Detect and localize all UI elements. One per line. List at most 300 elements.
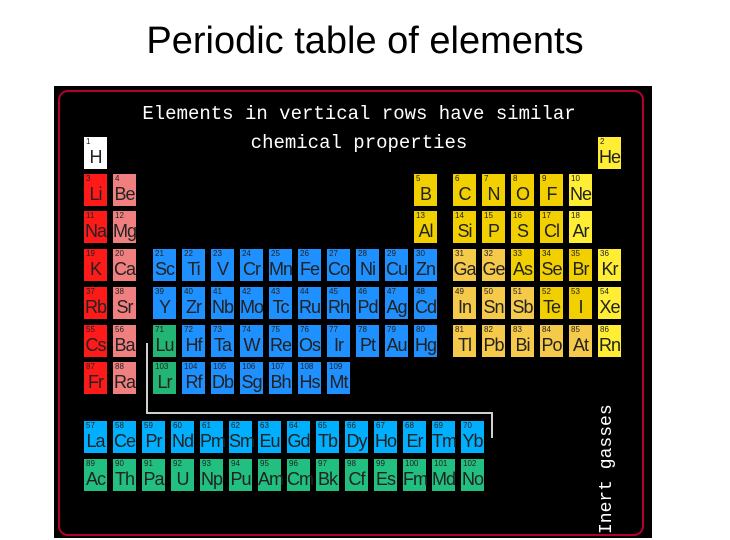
- element-cell-hf: [182, 325, 205, 357]
- element-symbol: Ba: [114, 335, 135, 355]
- element-cell-nd: [171, 421, 194, 453]
- element-cell-pt: [356, 325, 379, 357]
- atomic-number: 37: [86, 287, 95, 296]
- atomic-number: 32: [484, 249, 493, 258]
- element-symbol: S: [516, 221, 528, 241]
- element-symbol: Ne: [569, 184, 591, 204]
- element-symbol: La: [86, 431, 105, 451]
- element-symbol: F: [546, 184, 557, 204]
- element-symbol: In: [457, 297, 471, 317]
- element-symbol: Au: [386, 335, 407, 355]
- element-symbol: Er: [406, 431, 423, 451]
- atomic-number: 28: [358, 249, 367, 258]
- element-symbol: Cm: [287, 469, 313, 489]
- atomic-number: 18: [571, 211, 580, 220]
- element-symbol: Li: [89, 184, 102, 204]
- element-cell-ne: [569, 174, 592, 206]
- element-cell-ti: [182, 249, 205, 281]
- element-cell-fm: [403, 459, 426, 491]
- element-symbol: Ag: [386, 297, 407, 317]
- element-symbol: Se: [541, 259, 562, 279]
- element-cell-sb: [511, 287, 534, 319]
- atomic-number: 11: [86, 211, 95, 220]
- atomic-number: 90: [115, 459, 124, 468]
- element-cell-ga: [453, 249, 476, 281]
- element-cell-po: [540, 325, 563, 357]
- element-symbol: Br: [572, 259, 589, 279]
- inert-gasses-label: Inert gasses: [597, 404, 617, 534]
- atomic-number: 36: [600, 249, 609, 258]
- atomic-number: 66: [347, 421, 356, 430]
- element-cell-se: [540, 249, 563, 281]
- element-symbol: Nd: [171, 431, 193, 451]
- element-cell-cm: [287, 459, 313, 491]
- atomic-number: 104: [184, 362, 198, 371]
- element-symbol: Mt: [329, 372, 348, 392]
- element-symbol: As: [512, 259, 532, 279]
- atomic-number: 2: [600, 137, 605, 146]
- atomic-number: 61: [202, 421, 211, 430]
- element-cell-am: [258, 459, 281, 491]
- element-symbol: Es: [375, 469, 395, 489]
- atomic-number: 55: [86, 325, 95, 334]
- element-symbol: Pa: [143, 469, 164, 489]
- element-symbol: Bi: [515, 335, 530, 355]
- element-symbol: Tl: [458, 335, 471, 355]
- atomic-number: 24: [242, 249, 251, 258]
- atomic-number: 31: [455, 249, 464, 258]
- element-symbol: Xe: [599, 297, 620, 317]
- atomic-number: 67: [376, 421, 385, 430]
- element-symbol: Rb: [84, 297, 106, 317]
- element-symbol: Cf: [348, 469, 365, 489]
- element-cell-zn: [414, 249, 437, 281]
- atomic-number: 40: [184, 287, 193, 296]
- element-symbol: Bh: [270, 372, 291, 392]
- element-cell-rb: [84, 287, 107, 319]
- element-symbol: Ge: [482, 259, 505, 279]
- atomic-number: 62: [231, 421, 240, 430]
- element-symbol: Tm: [432, 431, 456, 451]
- slide-title: Periodic table of elements: [146, 20, 584, 62]
- element-cell-pm: [200, 421, 223, 453]
- atomic-number: 103: [155, 362, 169, 371]
- element-symbol: Ho: [374, 431, 396, 451]
- element-cell-v: [211, 249, 234, 281]
- element-cell-i: [569, 287, 592, 319]
- element-symbol: Eu: [259, 431, 280, 451]
- atomic-number: 100: [405, 459, 419, 468]
- element-symbol: Cu: [385, 259, 407, 279]
- element-symbol: Cl: [544, 221, 559, 241]
- element-symbol: Na: [84, 221, 106, 241]
- element-symbol: Si: [457, 221, 472, 241]
- element-cell-cl: [540, 211, 563, 243]
- element-cell-th: [113, 459, 136, 491]
- atomic-number: 83: [513, 325, 522, 334]
- element-symbol: Pt: [359, 335, 375, 355]
- element-cell-bi: [511, 325, 534, 357]
- element-symbol: Kr: [601, 259, 618, 279]
- element-cell-in: [453, 287, 476, 319]
- atomic-number: 52: [542, 287, 551, 296]
- element-cell-cf: [345, 459, 368, 491]
- element-symbol: Cs: [85, 335, 106, 355]
- element-cell-s: [511, 211, 534, 243]
- element-cell-re: [269, 325, 292, 357]
- atomic-number: 63: [260, 421, 269, 430]
- element-symbol: Sn: [483, 297, 504, 317]
- atomic-number: 105: [213, 362, 227, 371]
- element-cell-n: [482, 174, 505, 206]
- element-symbol: H: [89, 147, 102, 167]
- element-cell-cr: [240, 249, 263, 281]
- element-cell-ca: [113, 249, 136, 281]
- atomic-number: 86: [600, 325, 609, 334]
- atomic-number: 27: [329, 249, 338, 258]
- element-cell-np: [200, 459, 223, 491]
- atomic-number: 98: [347, 459, 356, 468]
- element-symbol: Tc: [272, 297, 289, 317]
- element-symbol: Tb: [317, 431, 337, 451]
- atomic-number: 10: [571, 174, 580, 183]
- element-symbol: Co: [327, 259, 349, 279]
- element-cell-cs: [84, 325, 107, 357]
- atomic-number: 57: [86, 421, 95, 430]
- element-symbol: Yb: [462, 431, 483, 451]
- element-cell-si: [453, 211, 476, 243]
- atomic-number: 39: [155, 287, 164, 296]
- element-symbol: P: [487, 221, 499, 241]
- element-symbol: Sb: [512, 297, 533, 317]
- atomic-number: 94: [231, 459, 240, 468]
- atomic-number: 9: [542, 174, 547, 183]
- element-symbol: Ra: [113, 372, 135, 392]
- element-symbol: Fr: [88, 372, 103, 392]
- element-cell-lr: [153, 362, 176, 394]
- element-symbol: He: [598, 147, 620, 167]
- element-cell-ir: [327, 325, 350, 357]
- element-symbol: Ga: [453, 259, 476, 279]
- atomic-number: 109: [329, 362, 343, 371]
- element-symbol: Ar: [572, 221, 589, 241]
- atomic-number: 97: [318, 459, 327, 468]
- element-cell-no: [461, 459, 484, 491]
- element-cell-nb: [211, 287, 234, 319]
- element-cell-eu: [258, 421, 281, 453]
- element-cell-cu: [385, 249, 408, 281]
- atomic-number: 106: [242, 362, 256, 371]
- element-cell-sr: [113, 287, 136, 319]
- atomic-number: 88: [115, 362, 124, 371]
- element-cell-sc: [153, 249, 176, 281]
- atomic-number: 80: [416, 325, 425, 334]
- element-symbol: Nb: [211, 297, 233, 317]
- element-symbol: Gd: [287, 431, 310, 451]
- element-cell-rn: [598, 325, 621, 357]
- atomic-number: 25: [271, 249, 280, 258]
- atomic-number: 54: [600, 287, 609, 296]
- element-cell-lu: [153, 325, 176, 357]
- atomic-number: 60: [173, 421, 182, 430]
- atomic-number: 16: [513, 211, 522, 220]
- element-symbol: Rn: [598, 335, 620, 355]
- element-symbol: Pr: [145, 431, 162, 451]
- atomic-number: 8: [513, 174, 518, 183]
- atomic-number: 56: [115, 325, 124, 334]
- atomic-number: 70: [463, 421, 472, 430]
- atomic-number: 71: [155, 325, 164, 334]
- atomic-number: 77: [329, 325, 338, 334]
- element-symbol: B: [419, 184, 431, 204]
- atomic-number: 45: [329, 287, 338, 296]
- element-cell-ag: [385, 287, 408, 319]
- element-cell-gd: [287, 421, 310, 453]
- subtitle: [64, 100, 654, 158]
- element-cell-p: [482, 211, 505, 243]
- element-cell-rh: [327, 287, 350, 319]
- element-symbol: Al: [418, 221, 433, 241]
- atomic-number: 107: [271, 362, 285, 371]
- atomic-number: 26: [300, 249, 309, 258]
- element-cell-w: [240, 325, 263, 357]
- subtitle-line-2: chemical properties: [250, 132, 468, 154]
- atomic-number: 82: [484, 325, 493, 334]
- atomic-number: 79: [387, 325, 396, 334]
- element-symbol: At: [572, 335, 588, 355]
- subtitle-line-1: Elements in vertical rows have similar: [142, 103, 576, 125]
- element-symbol: Am: [258, 469, 283, 489]
- atomic-number: 92: [173, 459, 182, 468]
- element-cell-u: [171, 459, 194, 491]
- element-symbol: Ti: [187, 259, 200, 279]
- element-symbol: Y: [158, 297, 170, 317]
- element-symbol: Cr: [243, 259, 260, 279]
- element-cell-kr: [598, 249, 621, 281]
- atomic-number: 76: [300, 325, 309, 334]
- element-symbol: Po: [541, 335, 562, 355]
- element-cell-mt: [327, 362, 350, 394]
- element-cell-at: [569, 325, 592, 357]
- atomic-number: 89: [86, 459, 95, 468]
- element-symbol: Bk: [317, 469, 337, 489]
- element-symbol: Hs: [299, 372, 320, 392]
- element-cell-te: [540, 287, 563, 319]
- atomic-number: 101: [434, 459, 448, 468]
- atomic-number: 65: [318, 421, 327, 430]
- element-symbol: Ru: [298, 297, 320, 317]
- element-symbol: O: [515, 184, 529, 204]
- element-symbol: Re: [269, 335, 291, 355]
- element-cell-co: [327, 249, 350, 281]
- atomic-number: 59: [144, 421, 153, 430]
- element-cell-sn: [482, 287, 505, 319]
- atomic-number: 84: [542, 325, 551, 334]
- element-symbol: Dy: [346, 431, 367, 451]
- element-cell-sm: [229, 421, 252, 453]
- element-symbol: Ni: [360, 259, 375, 279]
- atomic-number: 81: [455, 325, 464, 334]
- element-symbol: Hg: [414, 335, 436, 355]
- element-symbol: Cd: [414, 297, 436, 317]
- element-cell-b: [414, 174, 437, 206]
- element-symbol: Hf: [185, 335, 202, 355]
- element-cell-la: [84, 421, 107, 453]
- element-symbol: Th: [114, 469, 134, 489]
- element-symbol: Sg: [241, 372, 262, 392]
- element-cell-o: [511, 174, 534, 206]
- atomic-number: 53: [571, 287, 580, 296]
- element-cell-pd: [356, 287, 379, 319]
- element-cell-dy: [345, 421, 368, 453]
- element-cell-tc: [269, 287, 292, 319]
- atomic-number: 33: [513, 249, 522, 258]
- element-symbol: Lr: [157, 372, 172, 392]
- element-symbol: No: [461, 469, 483, 489]
- element-symbol: Ce: [113, 431, 135, 451]
- atomic-number: 20: [115, 249, 124, 258]
- atomic-number: 46: [358, 287, 367, 296]
- atomic-number: 69: [434, 421, 443, 430]
- element-cell-rf: [182, 362, 205, 394]
- atomic-number: 17: [542, 211, 551, 220]
- element-symbol: Te: [542, 297, 560, 317]
- element-symbol: Pb: [483, 335, 504, 355]
- atomic-number: 34: [542, 249, 551, 258]
- element-cell-tb: [316, 421, 339, 453]
- element-cell-hs: [298, 362, 321, 394]
- element-cell-md: [432, 459, 455, 491]
- atomic-number: 38: [115, 287, 124, 296]
- atomic-number: 21: [155, 249, 164, 258]
- element-symbol: Fm: [403, 469, 427, 489]
- element-symbol: Pu: [230, 469, 251, 489]
- element-cell-es: [374, 459, 397, 491]
- element-symbol: Fe: [299, 259, 319, 279]
- element-cell-y: [153, 287, 176, 319]
- atomic-number: 3: [86, 174, 91, 183]
- atomic-number: 78: [358, 325, 367, 334]
- element-cell-au: [385, 325, 408, 357]
- atomic-number: 22: [184, 249, 193, 258]
- element-cell-f: [540, 174, 563, 206]
- atomic-number: 68: [405, 421, 414, 430]
- element-symbol: Mg: [113, 221, 137, 241]
- element-cell-ar: [569, 211, 592, 243]
- element-cell-ge: [482, 249, 505, 281]
- element-cell-bk: [316, 459, 339, 491]
- element-cell-c: [453, 174, 476, 206]
- element-symbol: Mo: [240, 297, 264, 317]
- atomic-number: 58: [115, 421, 124, 430]
- atomic-number: 74: [242, 325, 251, 334]
- atomic-number: 7: [484, 174, 489, 183]
- element-symbol: Ir: [334, 335, 343, 355]
- element-cell-pa: [142, 459, 165, 491]
- element-cell-li: [84, 174, 107, 206]
- element-symbol: Lu: [155, 335, 174, 355]
- atomic-number: 72: [184, 325, 193, 334]
- element-symbol: W: [243, 335, 260, 355]
- element-cell-os: [298, 325, 321, 357]
- atomic-number: 51: [513, 287, 522, 296]
- element-cell-be: [113, 174, 136, 206]
- element-symbol: Pd: [357, 297, 378, 317]
- element-symbol: Ac: [85, 469, 105, 489]
- element-cell-pb: [482, 325, 505, 357]
- element-cell-mg: [113, 211, 136, 243]
- atomic-number: 29: [387, 249, 396, 258]
- atomic-number: 102: [463, 459, 477, 468]
- atomic-number: 73: [213, 325, 222, 334]
- element-cell-fe: [298, 249, 321, 281]
- atomic-number: 19: [86, 249, 95, 258]
- lanthanide-connector-right: [491, 412, 493, 438]
- atomic-number: 35: [571, 249, 580, 258]
- atomic-number: 91: [144, 459, 153, 468]
- atomic-number: 85: [571, 325, 580, 334]
- element-symbol: Ta: [213, 335, 231, 355]
- element-symbol: Zn: [415, 259, 435, 279]
- element-cell-ho: [374, 421, 397, 453]
- atomic-number: 87: [86, 362, 95, 371]
- element-symbol: Sm: [229, 431, 254, 451]
- element-symbol: K: [89, 259, 101, 279]
- element-cell-pr: [142, 421, 165, 453]
- atomic-number: 47: [387, 287, 396, 296]
- element-symbol: Os: [298, 335, 320, 355]
- atomic-number: 48: [416, 287, 425, 296]
- atomic-number: 41: [213, 287, 222, 296]
- element-symbol: Sr: [116, 297, 133, 317]
- element-symbol: N: [487, 184, 500, 204]
- element-symbol: Be: [114, 184, 135, 204]
- element-cell-ra: [113, 362, 136, 394]
- element-symbol: Rf: [185, 372, 202, 392]
- atomic-number: 5: [416, 174, 421, 183]
- element-cell-pu: [229, 459, 252, 491]
- atomic-number: 14: [455, 211, 464, 220]
- element-cell-tl: [453, 325, 476, 357]
- atomic-number: 15: [484, 211, 493, 220]
- atomic-number: 12: [115, 211, 124, 220]
- atomic-number: 4: [115, 174, 120, 183]
- element-symbol: Sc: [154, 259, 174, 279]
- element-cell-fr: [84, 362, 107, 394]
- element-symbol: Mn: [269, 259, 293, 279]
- element-cell-mn: [269, 249, 292, 281]
- atomic-number: 42: [242, 287, 251, 296]
- element-symbol: Pm: [200, 431, 225, 451]
- element-cell-zr: [182, 287, 205, 319]
- element-cell-as: [511, 249, 534, 281]
- element-symbol: Zr: [186, 297, 201, 317]
- element-cell-sg: [240, 362, 263, 394]
- atomic-number: 13: [416, 211, 425, 220]
- atomic-number: 43: [271, 287, 280, 296]
- atomic-number: 75: [271, 325, 280, 334]
- element-cell-ba: [113, 325, 136, 357]
- element-cell-k: [84, 249, 107, 281]
- atomic-number: 99: [376, 459, 385, 468]
- element-cell-bh: [269, 362, 292, 394]
- element-cell-br: [569, 249, 592, 281]
- element-symbol: Db: [211, 372, 233, 392]
- atomic-number: 95: [260, 459, 269, 468]
- element-cell-hg: [414, 325, 437, 357]
- element-cell-ac: [84, 459, 107, 491]
- element-cell-db: [211, 362, 234, 394]
